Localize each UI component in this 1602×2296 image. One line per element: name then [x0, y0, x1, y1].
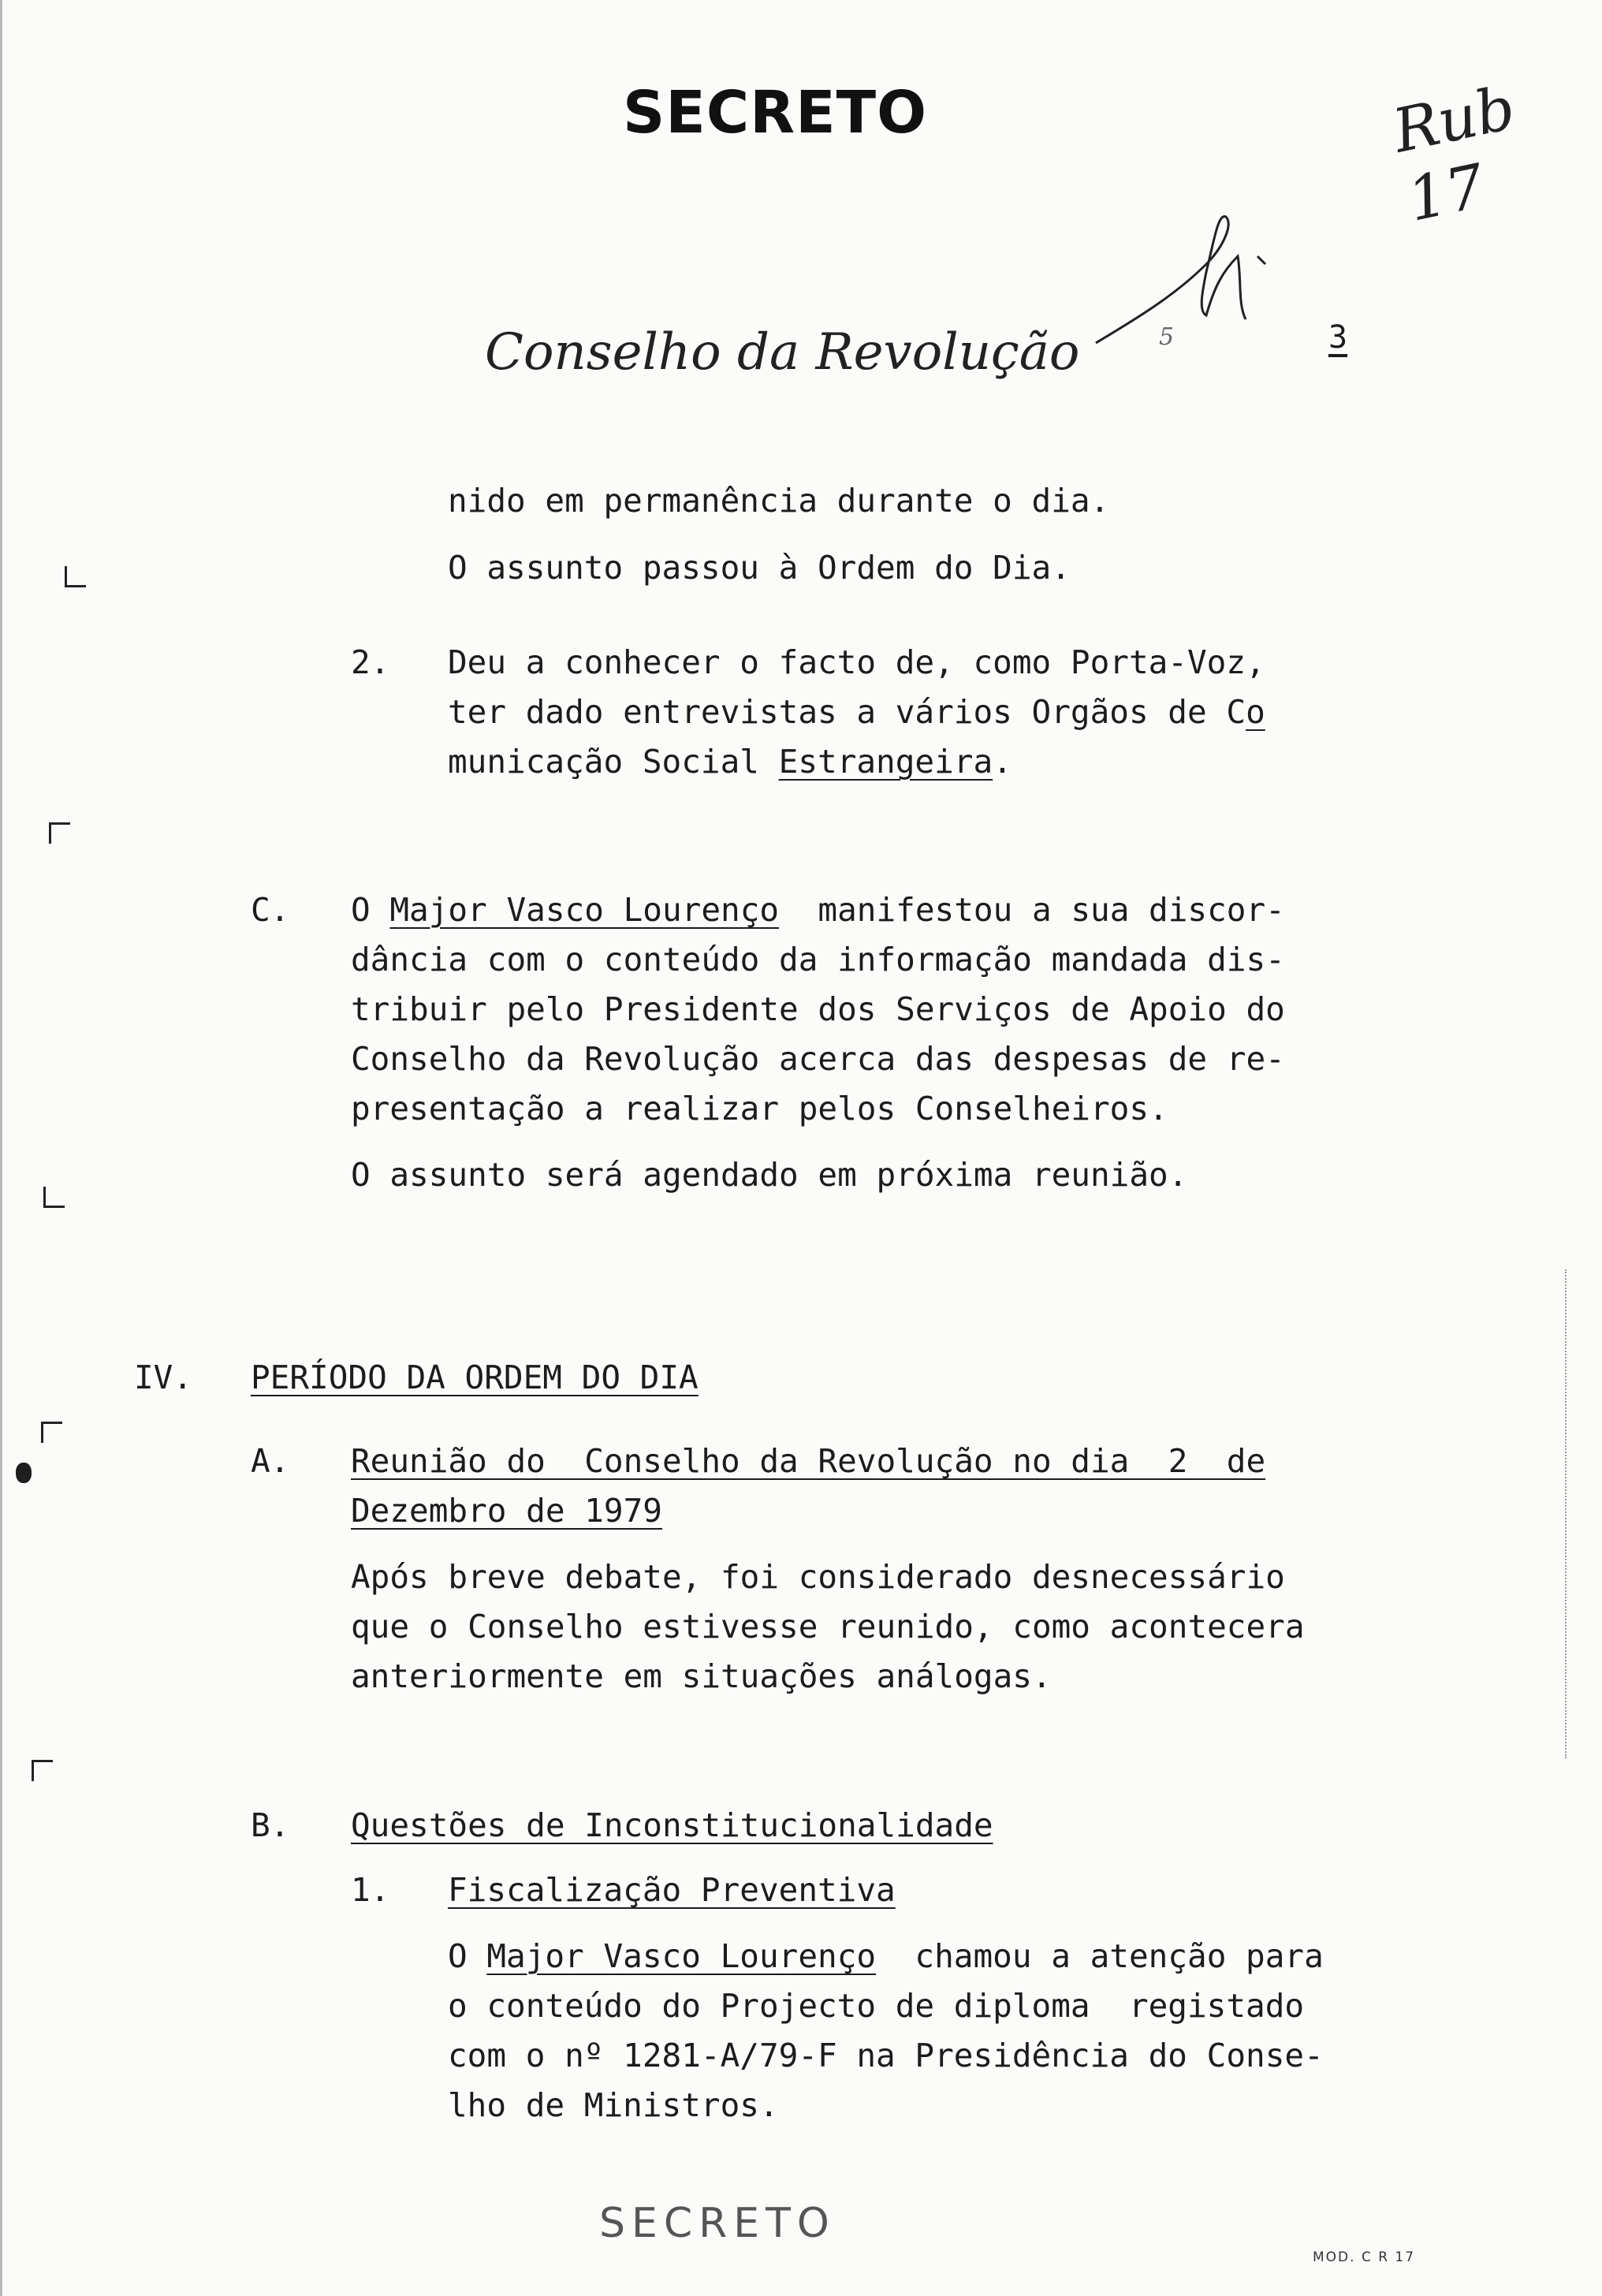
subsection-title: Reunião do Conselho da Revolução no dia 2 de — [351, 1442, 1266, 1480]
text-segment: chamou a atenção para — [876, 1937, 1324, 1975]
body-line: tribuir pelo Presidente dos Serviços de Apoio do — [351, 990, 1285, 1028]
handwritten-annotation: Rub 17 — [1387, 72, 1522, 235]
body-line: Conselho da Revolução acerca das despesas de re- — [351, 1040, 1285, 1078]
body-line: O assunto será agendado em próxima reunião. — [351, 1156, 1188, 1194]
body-line: dância com o conteúdo da informação mandada dis- — [351, 941, 1285, 978]
margin-number: 5 — [1159, 323, 1175, 351]
body-line — [448, 693, 1265, 731]
item-title: Fiscalização Preventiva — [448, 1871, 896, 1909]
body-line — [351, 891, 1285, 929]
body-line: Deu a conhecer o facto de, como Porta-Voz, — [448, 643, 1265, 681]
ink-blot — [16, 1463, 32, 1483]
section-title: PERÍODO DA ORDEM DO DIA — [251, 1359, 699, 1396]
margin-corner-mark — [41, 1422, 62, 1443]
text-segment: manifestou a sua discor- — [779, 891, 1285, 929]
text-segment: O — [351, 891, 390, 929]
footer-stamp: SECRETO — [599, 2200, 836, 2247]
body-line: que o Conselho estivesse reunido, como acontecera — [351, 1608, 1305, 1646]
speaker-name: Major Vasco Lourenço — [389, 891, 780, 929]
body-line: presentação a realizar pelos Conselheiros. — [351, 1090, 1168, 1128]
scan-artifact — [1565, 1269, 1568, 1758]
body-line: o conteúdo do Projecto de diploma registado — [448, 1987, 1305, 2025]
text-segment: O — [448, 1937, 487, 1975]
page-number: 3 — [1328, 319, 1348, 356]
text-segment: . — [993, 743, 1012, 781]
subsection-letter: B. — [251, 1806, 290, 1844]
text-segment: municação Social — [448, 743, 779, 781]
body-line: lho de Ministros. — [448, 2086, 779, 2124]
page-edge — [0, 0, 2, 2296]
form-code: MOD. C R 17 — [1313, 2249, 1416, 2265]
margin-corner-mark — [43, 1187, 65, 1208]
speaker-name: Major Vasco Lourenço — [486, 1937, 877, 1975]
body-line — [448, 1937, 1324, 1975]
classification-stamp: SECRETO — [623, 79, 928, 147]
underlined-text: Estrangeira — [778, 743, 993, 781]
item-number: 1. — [351, 1871, 390, 1909]
body-line: Após breve debate, foi considerado desnecessário — [351, 1558, 1285, 1596]
body-line: anteriormente em situações análogas. — [351, 1657, 1052, 1695]
margin-corner-mark — [49, 822, 70, 844]
body-line: nido em permanência durante o dia. — [448, 482, 1110, 520]
signature-scribble — [1088, 209, 1293, 351]
underlined-text: o — [1246, 693, 1265, 731]
section-numeral: IV. — [134, 1359, 193, 1396]
subsection-letter: A. — [251, 1442, 290, 1480]
subsection-title: Questões de Inconstitucionalidade — [351, 1806, 993, 1844]
body-line: O assunto passou à Ordem do Dia. — [448, 549, 1071, 587]
body-line: com o nº 1281-A/79-F na Presidência do Conse- — [448, 2037, 1324, 2074]
section-letter: C. — [251, 891, 290, 929]
item-number: 2. — [351, 643, 390, 681]
letterhead: Conselho da Revolução — [485, 323, 1080, 382]
text-segment: ter dado entrevistas a vários Orgãos de C — [448, 693, 1246, 731]
margin-corner-mark — [65, 566, 86, 587]
body-line — [448, 743, 1012, 781]
subsection-title: Dezembro de 1979 — [351, 1492, 662, 1530]
margin-corner-mark — [32, 1760, 53, 1781]
